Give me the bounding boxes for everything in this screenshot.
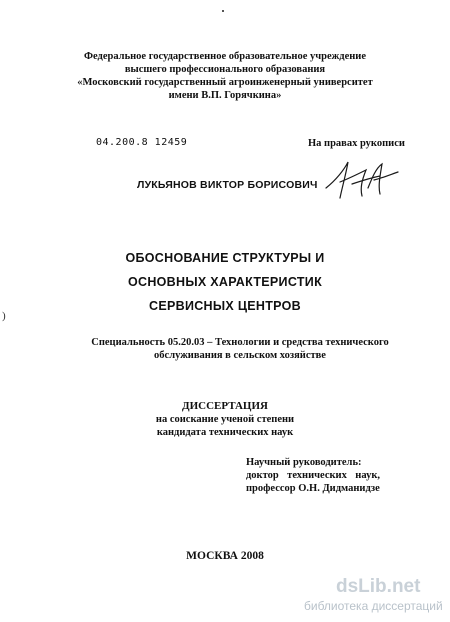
city-year: МОСКВА 2008 — [186, 550, 264, 562]
degree-word: наук, — [355, 470, 380, 481]
dissertation-block — [0, 400, 450, 439]
title-line: ОБОСНОВАНИЕ СТРУКТУРЫ И — [125, 251, 325, 265]
dissertation-heading: ДИССЕРТАЦИЯ — [182, 400, 268, 412]
organization-header — [0, 50, 450, 102]
scan-speck — [222, 10, 224, 12]
supervisor-name: профессор О.Н. Дидманидзе — [246, 483, 380, 494]
supervisor-block — [246, 456, 380, 495]
title-line: ОСНОВНЫХ ХАРАКТЕРИСТИК — [127, 275, 323, 289]
org-line: Федеральное государственное образовательное учреждение — [83, 51, 367, 62]
degree-line: кандидата технических наук — [156, 427, 294, 438]
dissertation-title — [0, 246, 450, 318]
supervisor-label: Научный руководитель: — [246, 457, 362, 468]
degree-word: технических — [287, 470, 347, 481]
specialty-line: обслуживания в сельском хозяйстве — [154, 350, 326, 361]
supervisor-degree — [246, 469, 380, 482]
signature-image — [322, 158, 402, 204]
registration-number: 04.200.8 12459 — [96, 137, 188, 148]
watermark-logo: dsLib.net — [336, 576, 421, 597]
specialty-line: Специальность 05.20.03 – Технологии и средства технического — [91, 337, 389, 348]
author-name: ЛУКЬЯНОВ ВИКТОР БОРИСОВИЧ — [137, 179, 318, 191]
degree-word: доктор — [246, 470, 279, 481]
title-line: СЕРВИСНЫХ ЦЕНТРОВ — [149, 299, 301, 313]
specialty — [80, 336, 400, 362]
watermark-subtitle: библиотека диссертаций — [304, 599, 443, 613]
degree-line: на соискание ученой степени — [155, 414, 295, 425]
margin-mark: ) — [2, 310, 6, 322]
org-line: «Московский государственный агроинженерный университет — [77, 77, 373, 88]
rights-notice: На правах рукописи — [308, 138, 405, 149]
org-line: высшего профессионального образования — [124, 64, 326, 75]
org-line: имени В.П. Горячкина» — [168, 90, 282, 101]
